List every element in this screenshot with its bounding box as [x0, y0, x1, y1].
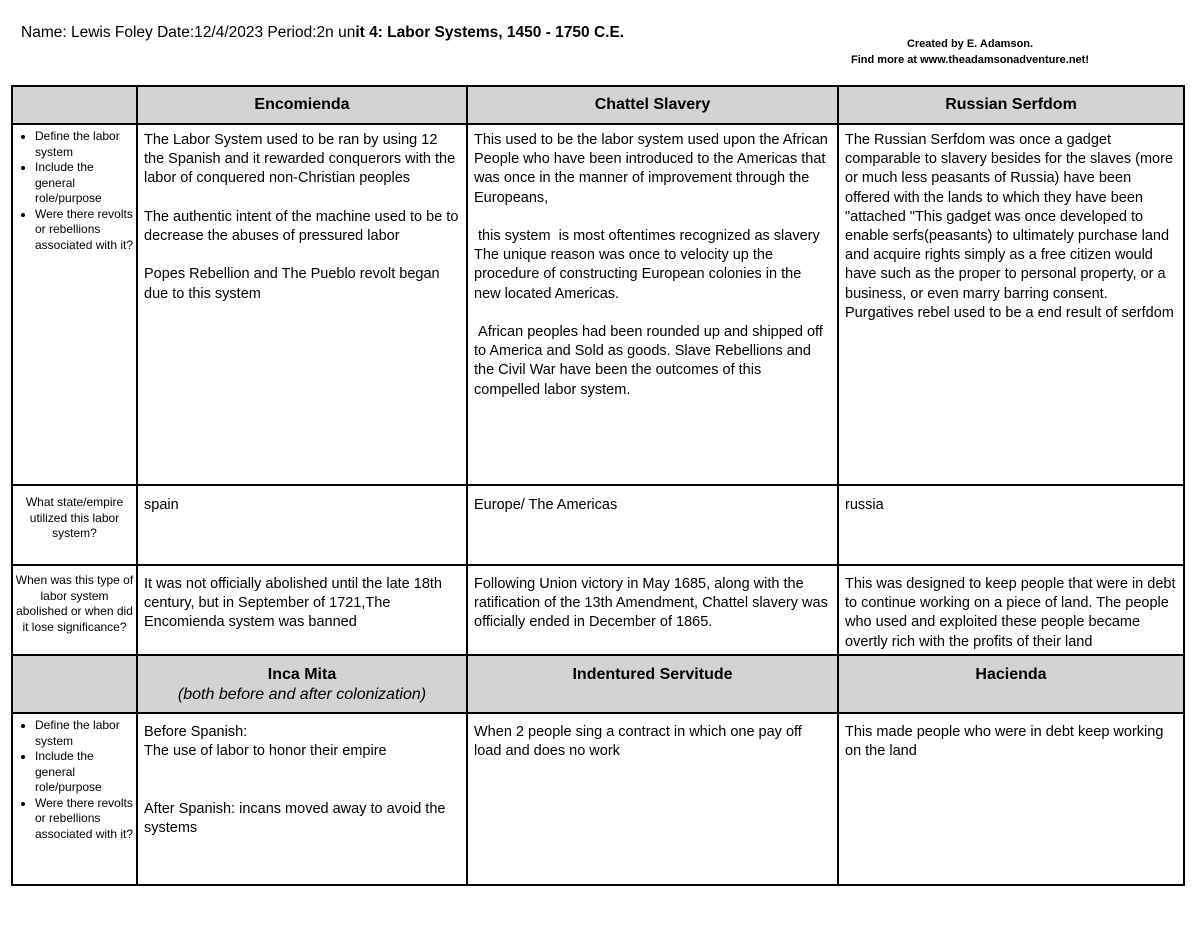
table1-row-definition — [12, 124, 1184, 485]
labor-systems-table-1 — [11, 85, 1185, 678]
table1-header-row — [12, 86, 1184, 124]
column-header-encomienda: Encomienda — [137, 86, 467, 124]
chattel-slavery-definition: This used to be the labor system used upon the African People who have been introduced to the Americas that was once in the manner of improvement through the Europeans, this system is most oftentimes recognized as slavery The unique reason was once to velocity up the procedure of constructing European colonies in the new located Americas. African peoples had been rounded up and shipped off to America and Sold as goods. Slave Rebellions and the Civil War have been the outcomes of this compelled labor system. — [467, 124, 838, 485]
table2-corner-cell — [12, 655, 137, 713]
inca-mita-definition: Before Spanish: The use of labor to honor their empire After Spanish: incans moved away to avoid the systems — [137, 713, 467, 885]
chattel-slavery-abolished: Following Union victory in May 1685, along with the ratification of the 13th Amendment, Chattel slavery was officially ended in December of 1865. — [467, 565, 838, 677]
table2-header-row — [12, 655, 1184, 713]
row-label-state: What state/empire utilized this labor system? — [12, 485, 137, 565]
inca-mita-title: Inca Mita — [267, 666, 337, 683]
column-header-hacienda: Hacienda — [838, 655, 1184, 713]
column-header-indentured-servitude: Indentured Servitude — [467, 655, 838, 713]
russian-serfdom-state: russia — [838, 485, 1184, 565]
chattel-slavery-state: Europe/ The Americas — [467, 485, 838, 565]
unit-title: it 4: Labor Systems, 1450 - 1750 C.E. — [355, 24, 625, 41]
prompt-define-2: • Define the labor system — [35, 718, 134, 749]
inca-mita-subtitle: (both before and after colonization) — [177, 686, 427, 703]
credit-website: Find more at www.theadamsonadventure.net! — [851, 54, 1089, 66]
prompt-role-2: • Include the general role/purpose — [35, 749, 134, 796]
prompt-revolts: • Were there revolts or rebellions associated with it? — [35, 207, 134, 254]
russian-serfdom-definition: The Russian Serfdom was once a gadget comparable to slavery besides for the slaves (more or much less peasants of Russia) have been offered with the lands to which they have been "attached "This gadget was once developed to enable serfs(peasants) to ultimately purchase land and acquire rights simply as a free citizen would have such as the proper to personal property, or a business, or even marry barring consent. Purgatives rebel used to be a end result of serfdom — [838, 124, 1184, 485]
definition-prompt-list — [15, 129, 134, 253]
indentured-servitude-definition: When 2 people sing a contract in which one pay off load and does no work — [467, 713, 838, 885]
hacienda-definition: This made people who were in debt keep working on the land — [838, 713, 1184, 885]
student-info: Name: Lewis Foley Date:12/4/2023 Period:2n un — [21, 24, 356, 41]
table1-corner-cell — [12, 86, 137, 124]
definition-prompt-list-2 — [15, 718, 134, 842]
header-title-line — [21, 24, 624, 42]
prompt-role: • Include the general role/purpose — [35, 160, 134, 207]
prompt-define: • Define the labor system — [35, 129, 134, 160]
column-header-russian-serfdom: Russian Serfdom — [838, 86, 1184, 124]
row-label-definition-2 — [12, 713, 137, 885]
encomienda-definition: The Labor System used to be ran by using 12 the Spanish and it rewarded conquerors with the labor of conquered non-Christian peoples The authentic intent of the machine used to be to decrease the abuses of pressured labor Popes Rebellion and The Pueblo revolt began due to this system — [137, 124, 467, 485]
table1-row-state — [12, 485, 1184, 565]
column-header-inca-mita — [137, 655, 467, 713]
credit-block — [800, 36, 1140, 68]
table2-row-definition — [12, 713, 1184, 885]
labor-systems-table-2 — [11, 654, 1185, 886]
encomienda-state: spain — [137, 485, 467, 565]
encomienda-abolished: It was not officially abolished until the late 18th century, but in September of 1721,The Encomienda system was banned — [137, 565, 467, 677]
credit-author: Created by E. Adamson. — [906, 38, 1034, 50]
row-label-abolished: When was this type of labor system abolished or when did it lose significance? — [12, 565, 137, 677]
russian-serfdom-abolished: This was designed to keep people that were in debt to continue working on a piece of land. The people who used and exploited these people became overtly rich with the profits of their land — [838, 565, 1184, 677]
column-header-chattel-slavery: Chattel Slavery — [467, 86, 838, 124]
row-label-definition — [12, 124, 137, 485]
prompt-revolts-2: • Were there revolts or rebellions associated with it? — [35, 796, 134, 843]
